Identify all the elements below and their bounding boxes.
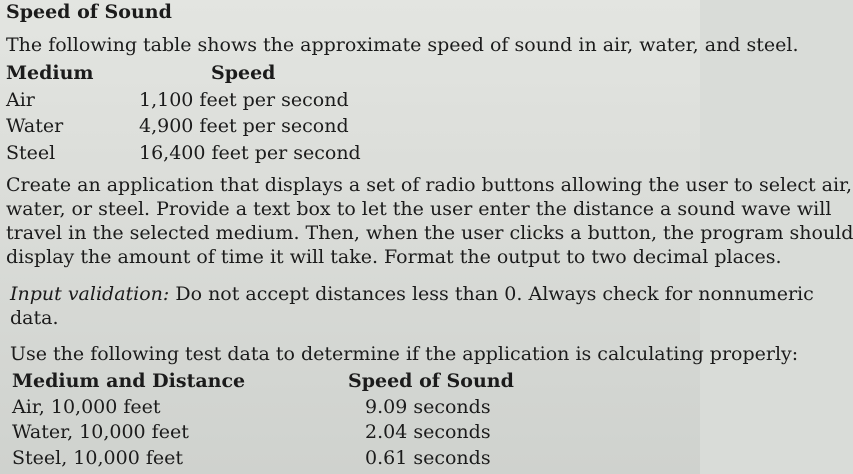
validation-line-2: data. [10, 307, 59, 329]
test-header-medium: Medium and Distance [12, 370, 246, 392]
test-time-cell: 9.09 seconds [365, 396, 491, 418]
speed-cell: 4,900 feet per second [139, 115, 349, 137]
speed-cell: 16,400 feet per second [139, 142, 361, 164]
test-medium-cell: Air, 10,000 feet [12, 396, 161, 418]
test-time-cell: 0.61 seconds [365, 447, 491, 469]
medium-cell: Air [6, 89, 35, 111]
test-data-intro: Use the following test data to determine if the application is calculating properly: [10, 343, 799, 365]
speed-cell: 1,100 feet per second [139, 89, 349, 111]
speed-header-medium: Medium [6, 62, 94, 84]
instructions-line: water, or steel. Provide a text box to let the user enter the distance a sound wave will [6, 198, 832, 220]
medium-cell: Water [6, 115, 64, 137]
validation-paragraph [10, 282, 814, 306]
medium-cell: Steel [6, 142, 56, 164]
instructions-line: Create an application that displays a set of radio buttons allowing the user to select air, [6, 174, 853, 196]
intro-paragraph: The following table shows the approximate speed of sound in air, water, and steel. [6, 34, 799, 56]
test-header-speed: Speed of Sound [348, 370, 514, 392]
speed-header-speed: Speed [211, 62, 276, 84]
section-title: Speed of Sound [6, 1, 172, 23]
validation-label: Input validation: [10, 283, 170, 305]
validation-text: Do not accept distances less than 0. Always check for nonnumeric [169, 283, 814, 305]
test-medium-cell: Steel, 10,000 feet [12, 447, 183, 469]
instructions-line: display the amount of time it will take. Format the output to two decimal places. [6, 246, 782, 268]
test-time-cell: 2.04 seconds [365, 421, 491, 443]
test-medium-cell: Water, 10,000 feet [12, 421, 189, 443]
instructions-line: travel in the selected medium. Then, when the user clicks a button, the program should [6, 222, 853, 244]
